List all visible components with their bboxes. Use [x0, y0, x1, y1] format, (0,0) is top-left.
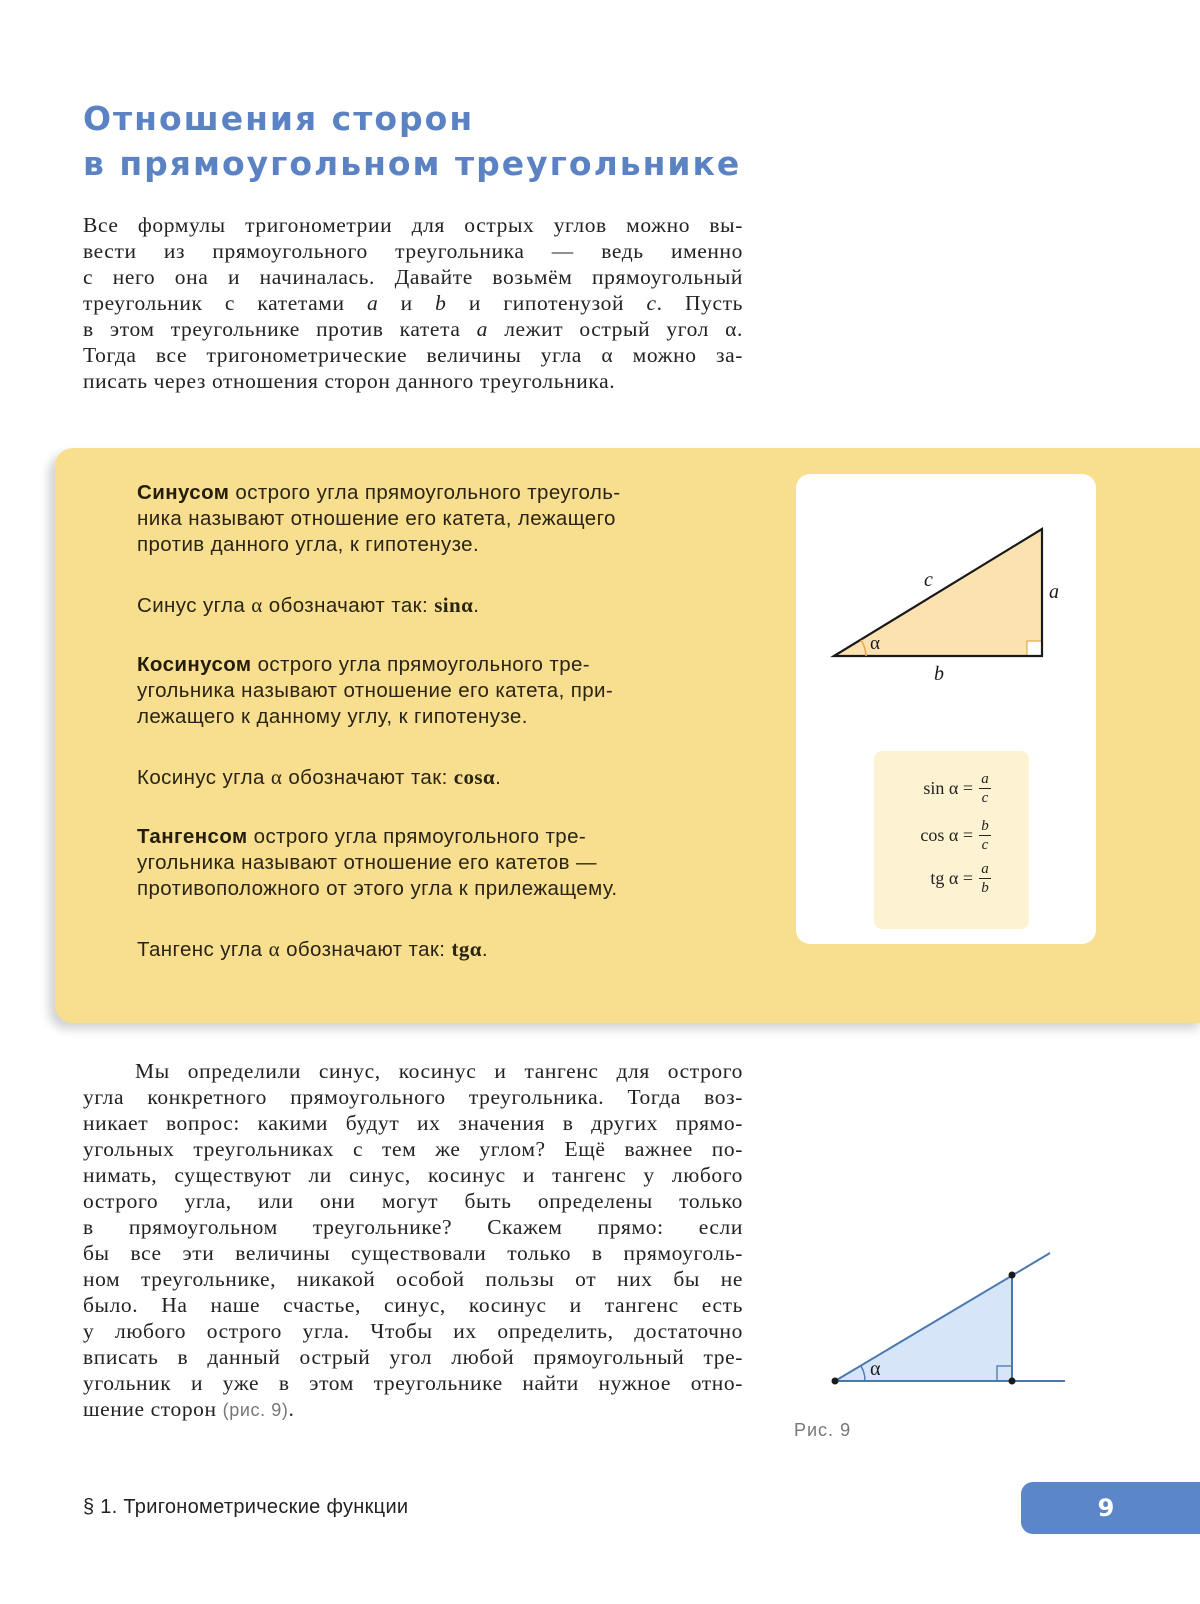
title-line-1: Отношения сторон [83, 99, 475, 138]
body-line: ном треугольнике, никакой особой пользы от них бы не [83, 1267, 743, 1291]
body-paragraph [83, 1058, 743, 1423]
right-triangle-diagram [796, 474, 1096, 694]
var-b: b [435, 291, 447, 315]
tangent-notation: Тангенс угла α обозначают так: tgα. [137, 937, 488, 961]
body-line: бы все эти величины существовали только в прямоуголь- [83, 1241, 743, 1265]
vertex-point [1009, 1378, 1016, 1385]
vertex-point [832, 1378, 839, 1385]
cosine-term: Косинусом [137, 653, 252, 676]
formula-tg: tg α = $\frac{a}{b}$ [930, 861, 991, 896]
intro-line: в этом треугольнике против катета a лежит острый угол α. [83, 317, 743, 341]
page-title [83, 96, 741, 186]
var-c: c [646, 291, 657, 315]
body-line: было. На наше счастье, синус, косинус и тангенс есть [83, 1293, 743, 1317]
cosine-notation: Косинус угла α обозначают так: cosα. [137, 765, 502, 789]
body-line: угольных треугольниках с тем же углом? Ещё важнее по- [83, 1137, 743, 1161]
vertex-point [1009, 1272, 1016, 1279]
figure-9-diagram [770, 1205, 1070, 1385]
formula-cos: cos α = $\frac{b}{c}$ [920, 818, 991, 853]
figure-caption: Рис. 9 [794, 1420, 852, 1440]
formula-box [874, 751, 1029, 929]
formula-sin: sin α = $\frac{a}{c}$ [923, 771, 991, 806]
definitions-box [55, 448, 1200, 1023]
sine-definition: Синусом острого угла прямоугольного треуголь- ника называют отношение его катета, лежащего против данного угла, к гипотенузе. [137, 481, 621, 556]
body-line: в прямоугольном треугольнике? Скажем прямо: если [83, 1215, 743, 1239]
sine-term: Синусом [137, 481, 230, 504]
body-line: у любого острого угла. Чтобы их определить, достаточно [83, 1319, 743, 1343]
tangent-definition: Тангенсом острого угла прямоугольного тре- угольника называют отношение его катетов — противоположного от этого угла к прилежащему. [137, 825, 618, 900]
intro-line: вести из прямоугольного треугольника — ведь именно [83, 239, 743, 263]
var-a: a [366, 291, 379, 315]
body-line: угла конкретного прямоугольного треугольника. Тогда воз- [83, 1085, 743, 1109]
body-line: вписать в данный острый угол любой прямоугольный тре- [83, 1345, 743, 1369]
label-c: c [924, 569, 933, 591]
body-line: нимать, существуют ли синус, косинус и тангенс у любого [83, 1163, 743, 1187]
body-line: острого угла, или они могут быть определены только [83, 1189, 743, 1213]
body-line: Мы определили синус, косинус и тангенс для острого [135, 1059, 743, 1083]
intro-line: Тогда все тригонометрические величины угла α можно за- [83, 343, 743, 367]
intro-paragraph [83, 212, 743, 394]
label-b: b [934, 663, 944, 685]
label-alpha: α [870, 1358, 881, 1380]
page-number-tab [1021, 1482, 1200, 1534]
body-line: никает вопрос: какими будут их значения в других прямо- [83, 1111, 743, 1135]
intro-line: с него она и начиналась. Давайте возьмём прямоугольный [83, 265, 743, 289]
body-line: шение сторон (рис. 9). [83, 1397, 295, 1421]
sine-notation: Синус угла α обозначают так: sinα. [137, 593, 480, 617]
label-alpha: α [870, 633, 880, 654]
intro-line: писать через отношения сторон данного треугольника. [83, 369, 616, 393]
intro-line: Все формулы тригонометрии для острых углов можно вы- [83, 213, 743, 237]
body-line: угольник и уже в этом треугольнике найти нужное отно- [83, 1371, 743, 1395]
figure-reference-link[interactable]: (рис. 9) [222, 1400, 289, 1420]
tangent-term: Тангенсом [137, 825, 248, 848]
figure-card [796, 474, 1096, 944]
cosine-definition: Косинусом острого угла прямоугольного тре- угольника называют отношение его катета, при- лежащего к данному углу, к гипотенузе. [137, 653, 614, 728]
section-footer: § 1. Тригонометрические функции [83, 1496, 409, 1518]
title-line-2: в прямоугольном треугольнике [83, 144, 742, 183]
label-a: a [1049, 581, 1059, 603]
page-number: 9 [1097, 1494, 1115, 1522]
intro-line: треугольник с катетами a и b и гипотенузой c. Пусть [83, 291, 743, 315]
